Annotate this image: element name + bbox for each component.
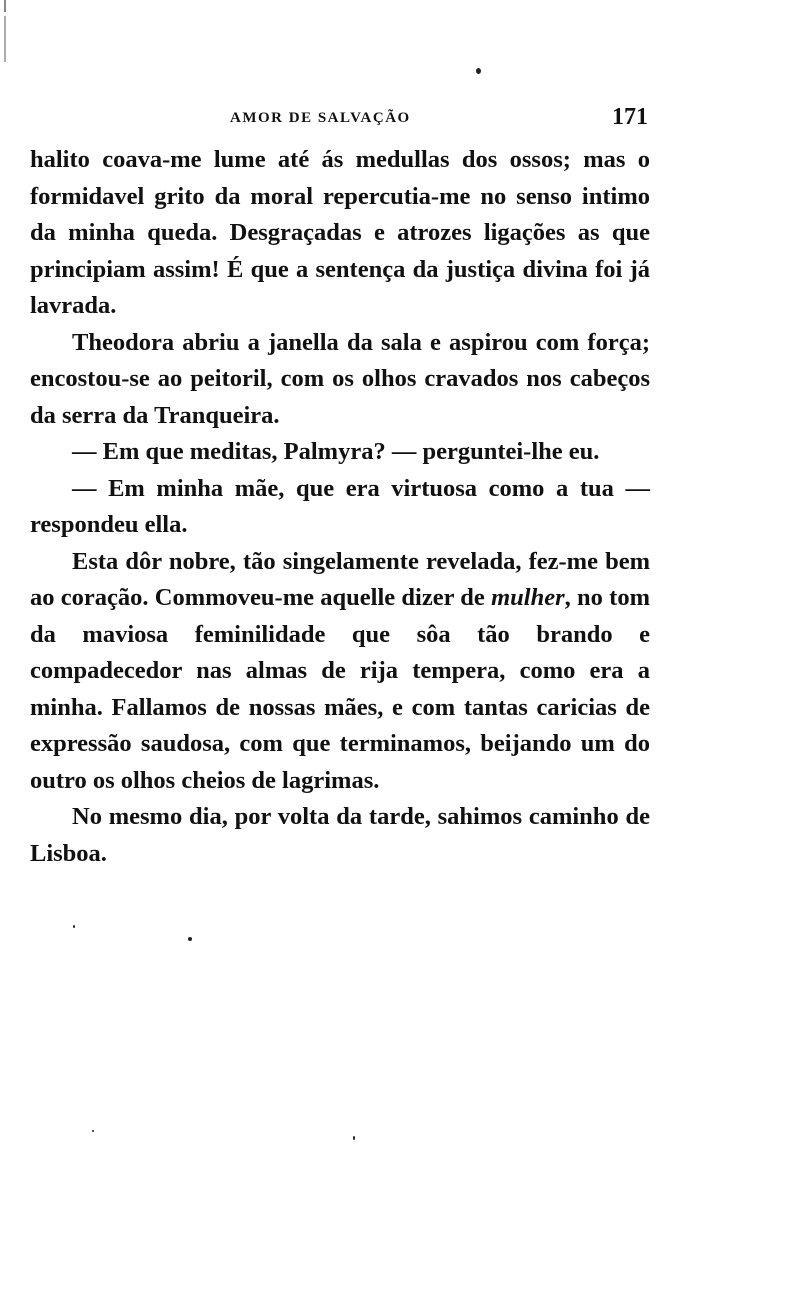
paragraph-1: halito coava-me lume até ás medullas dos ossos; mas o formidavel grito da moral repercutia-me no senso intimo da minha queda. Desgraçadas e atrozes ligações as que principiam assim! É que a sentença da justiça divina foi já lavrada. (30, 146, 650, 319)
body-text (30, 142, 650, 872)
running-header (30, 104, 650, 136)
ink-speck (188, 937, 192, 941)
paragraph-4: — Em minha mãe, que era virtuosa como a tua — respondeu ella. (30, 474, 650, 538)
paragraph-6: No mesmo dia, por volta da tarde, sahimos caminho de Lisboa. (30, 803, 650, 867)
scan-edge-mark (4, 0, 6, 62)
paragraph-3: — Em que meditas, Palmyra? — perguntei-lhe eu. (72, 438, 600, 465)
ink-speck (92, 1130, 94, 1132)
ink-speck (353, 1136, 355, 1140)
paragraph-5-start: Esta dôr nobre, tão singelamente revelada, fez-me bem ao coração. Commoveu-me aquelle dizer de (30, 547, 650, 611)
emphasis-word: mulher (491, 584, 565, 611)
paragraph-5-end: , no tom da maviosa feminilidade que sôa tão brando e compadecedor nas almas de rija tempera, como era a minha. Fallamos de nossas mães, e com tantas caricias de expressão saudosa, com que terminamos, beijando um do outro os olhos cheios de lagrimas. (30, 584, 650, 794)
ink-speck (476, 68, 481, 74)
ink-speck (73, 925, 75, 928)
running-title: AMOR DE SALVAÇÃO (230, 110, 411, 126)
paragraph-2: Theodora abriu a janella da sala e aspirou com força; encostou-se ao peitoril, com os olhos cravados nos cabeços da serra da Tranqueira. (30, 328, 650, 429)
paragraph-5 (30, 544, 650, 800)
page-number: 171 (612, 104, 648, 130)
